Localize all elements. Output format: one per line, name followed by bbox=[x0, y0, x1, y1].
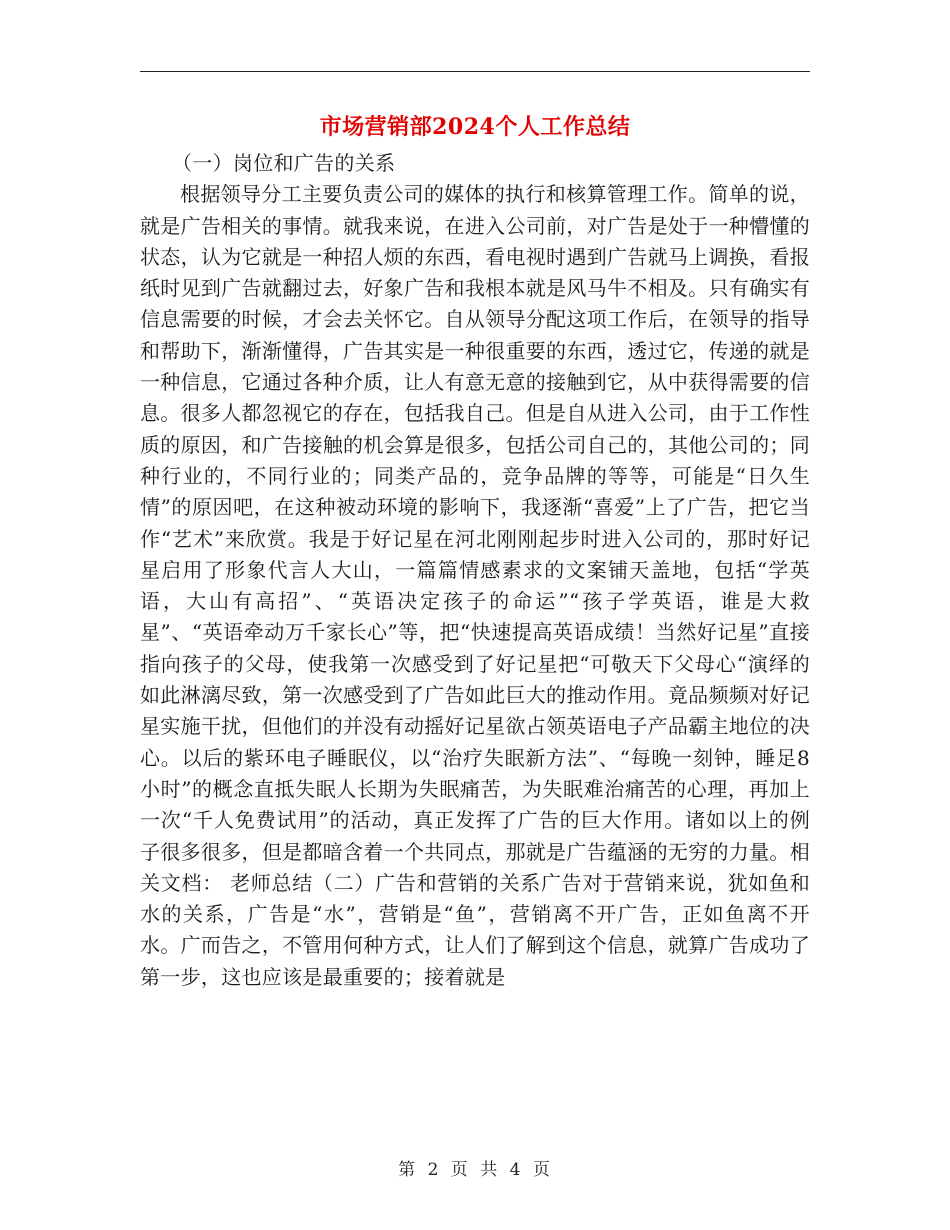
body-paragraph: 根据领导分工主要负责公司的媒体的执行和核算管理工作。简单的说，就是广告相关的事情。就我来说，在进入公司前，对广告是处于一种懵懂的状态，认为它就是一种招人烦的东西，看电视时遇到广告就马上调换，看报纸时见到广告就翻过去，好象广告和我根本就是风马牛不相及。只有确实有信息需要的时候，才会去关怀它。自从领导分配这项工作后，在领导的指导和帮助下，渐渐懂得，广告其实是一种很重要的东西，透过它，传递的就是一种信息，它通过各种介质，让人有意无意的接触到它，从中获得需要的信息。很多人都忽视它的存在，包括我自己。但是自从进入公司，由于工作性质的原因，和广告接触的机会算是很多，包括公司自己的，其他公司的；同种行业的，不同行业的；同类产品的，竞争品牌的等等，可能是“日久生情”的原因吧，在这种被动环境的影响下，我逐渐“喜爱”上了广告，把它当作“艺术”来欣赏。我是于好记星在河北刚刚起步时进入公司的，那时好记星启用了形象代言人大山，一篇篇情感素求的文案铺天盖地，包括“学英语，大山有高招”、“英语决定孩子的命运”“孩子学英语，谁是大救星”、“英语牵动万千家长心”等，把“快速提高英语成绩！当然好记星”直接指向孩子的父母，使我第一次感受到了好记星把“可敬天下父母心“演绎的如此淋漓尽致，第一次感受到了广告如此巨大的推动作用。竟品频频对好记星实施干扰，但他们的并没有动摇好记星欲占领英语电子产品霸主地位的决心。以后的紫环电子睡眠仪，以“治疗失眠新方法”、“每晚一刻钟，睡足8小时”的概念直抵失眠人长期为失眠痛苦，为失眠难治痛苦的心理，再加上一次“千人免费试用”的活动，真正发挥了广告的巨大作用。诸如以上的例子很多很多，但是都暗含着一个共同点，那就是广告蕴涵的无穷的力量。相关文档： 老师总结（二）广告和营销的关系广告对于营销来说，犹如鱼和水的关系，广告是“水”，营销是“鱼”，营销离不开广告，正如鱼离不开水。广而告之，不管用何种方式，让人们了解到这个信息，就算广告成功了第一步，这也应该是最重要的；接着就是 bbox=[140, 182, 810, 989]
header-rule bbox=[140, 71, 810, 72]
section-heading: （一）岗位和广告的关系 bbox=[172, 151, 396, 175]
document-title: 市场营销部2024个人工作总结 bbox=[319, 114, 631, 140]
page-number-footer: 第 2 页 共 4 页 bbox=[398, 1160, 552, 1180]
document-body bbox=[140, 148, 810, 993]
